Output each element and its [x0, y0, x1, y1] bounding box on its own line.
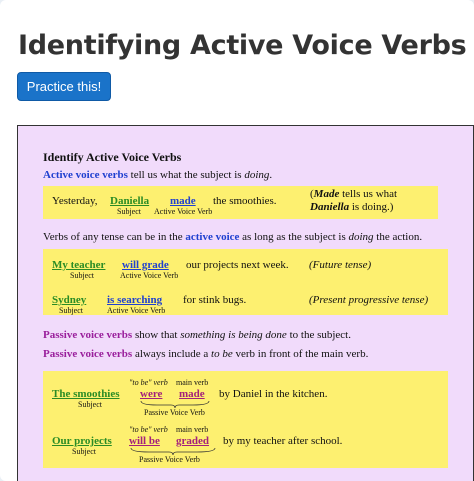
example-box-3: "to be" verb main verb The smoothies were made by Daniel in the kitchen. Subject Passive Voice Verb "to be" verb main verb Our projects will be graded by my teacher after school. Subject Passive Voice Verb	[43, 371, 448, 468]
subject-our-projects: Our projects	[52, 435, 112, 447]
passive-line-2: Passive voice verbs always include a to be verb in front of the main verb.	[43, 348, 369, 360]
verb-will-grade: will grade	[122, 259, 169, 271]
lesson-image	[17, 125, 474, 481]
example-box-1: Yesterday, Daniella made the smoothies. Subject Active Voice Verb (Made tells us what Daniella is doing.)	[43, 186, 438, 219]
lesson-heading: Identify Active Voice Verbs	[43, 150, 182, 164]
intro-line: Active voice verbs tell us what the subject is doing.	[43, 169, 273, 181]
note-made: (Made tells us what Daniella is doing.)	[310, 188, 398, 213]
verb-graded: graded	[176, 435, 209, 447]
tense-line: Verbs of any tense can be in the active voice as long as the subject is doing the action.	[43, 231, 423, 243]
subject-the-smoothies: The smoothies	[52, 388, 120, 400]
example-box-2: My teacher will grade our projects next week. (Future tense) Subject Active Voice Verb Sydney is searching for stink bugs. (Present progressive tense) Subject Active Voice Verb	[43, 249, 448, 315]
verb-were: were	[140, 388, 163, 400]
verb-will-be: will be	[129, 435, 160, 447]
subject-sydney: Sydney	[52, 294, 87, 306]
brace-1	[139, 400, 211, 408]
passive-line-1: Passive voice verbs show that something is being done to the subject.	[43, 329, 351, 341]
label-subject: Subject	[117, 207, 141, 216]
verb-is-searching: is searching	[107, 294, 163, 306]
verb-made-passive: made	[179, 388, 205, 400]
page-title: Identifying Active Voice Verbs	[18, 30, 467, 61]
subject-daniella: Daniella	[110, 195, 150, 207]
practice-button[interactable]: Practice this!	[17, 72, 111, 101]
label-active-verb: Active Voice Verb	[154, 207, 213, 216]
subject-my-teacher: My teacher	[52, 259, 106, 271]
brace-2	[129, 447, 217, 455]
verb-made: made	[170, 195, 196, 207]
term-active: Active voice verbs	[43, 169, 128, 181]
